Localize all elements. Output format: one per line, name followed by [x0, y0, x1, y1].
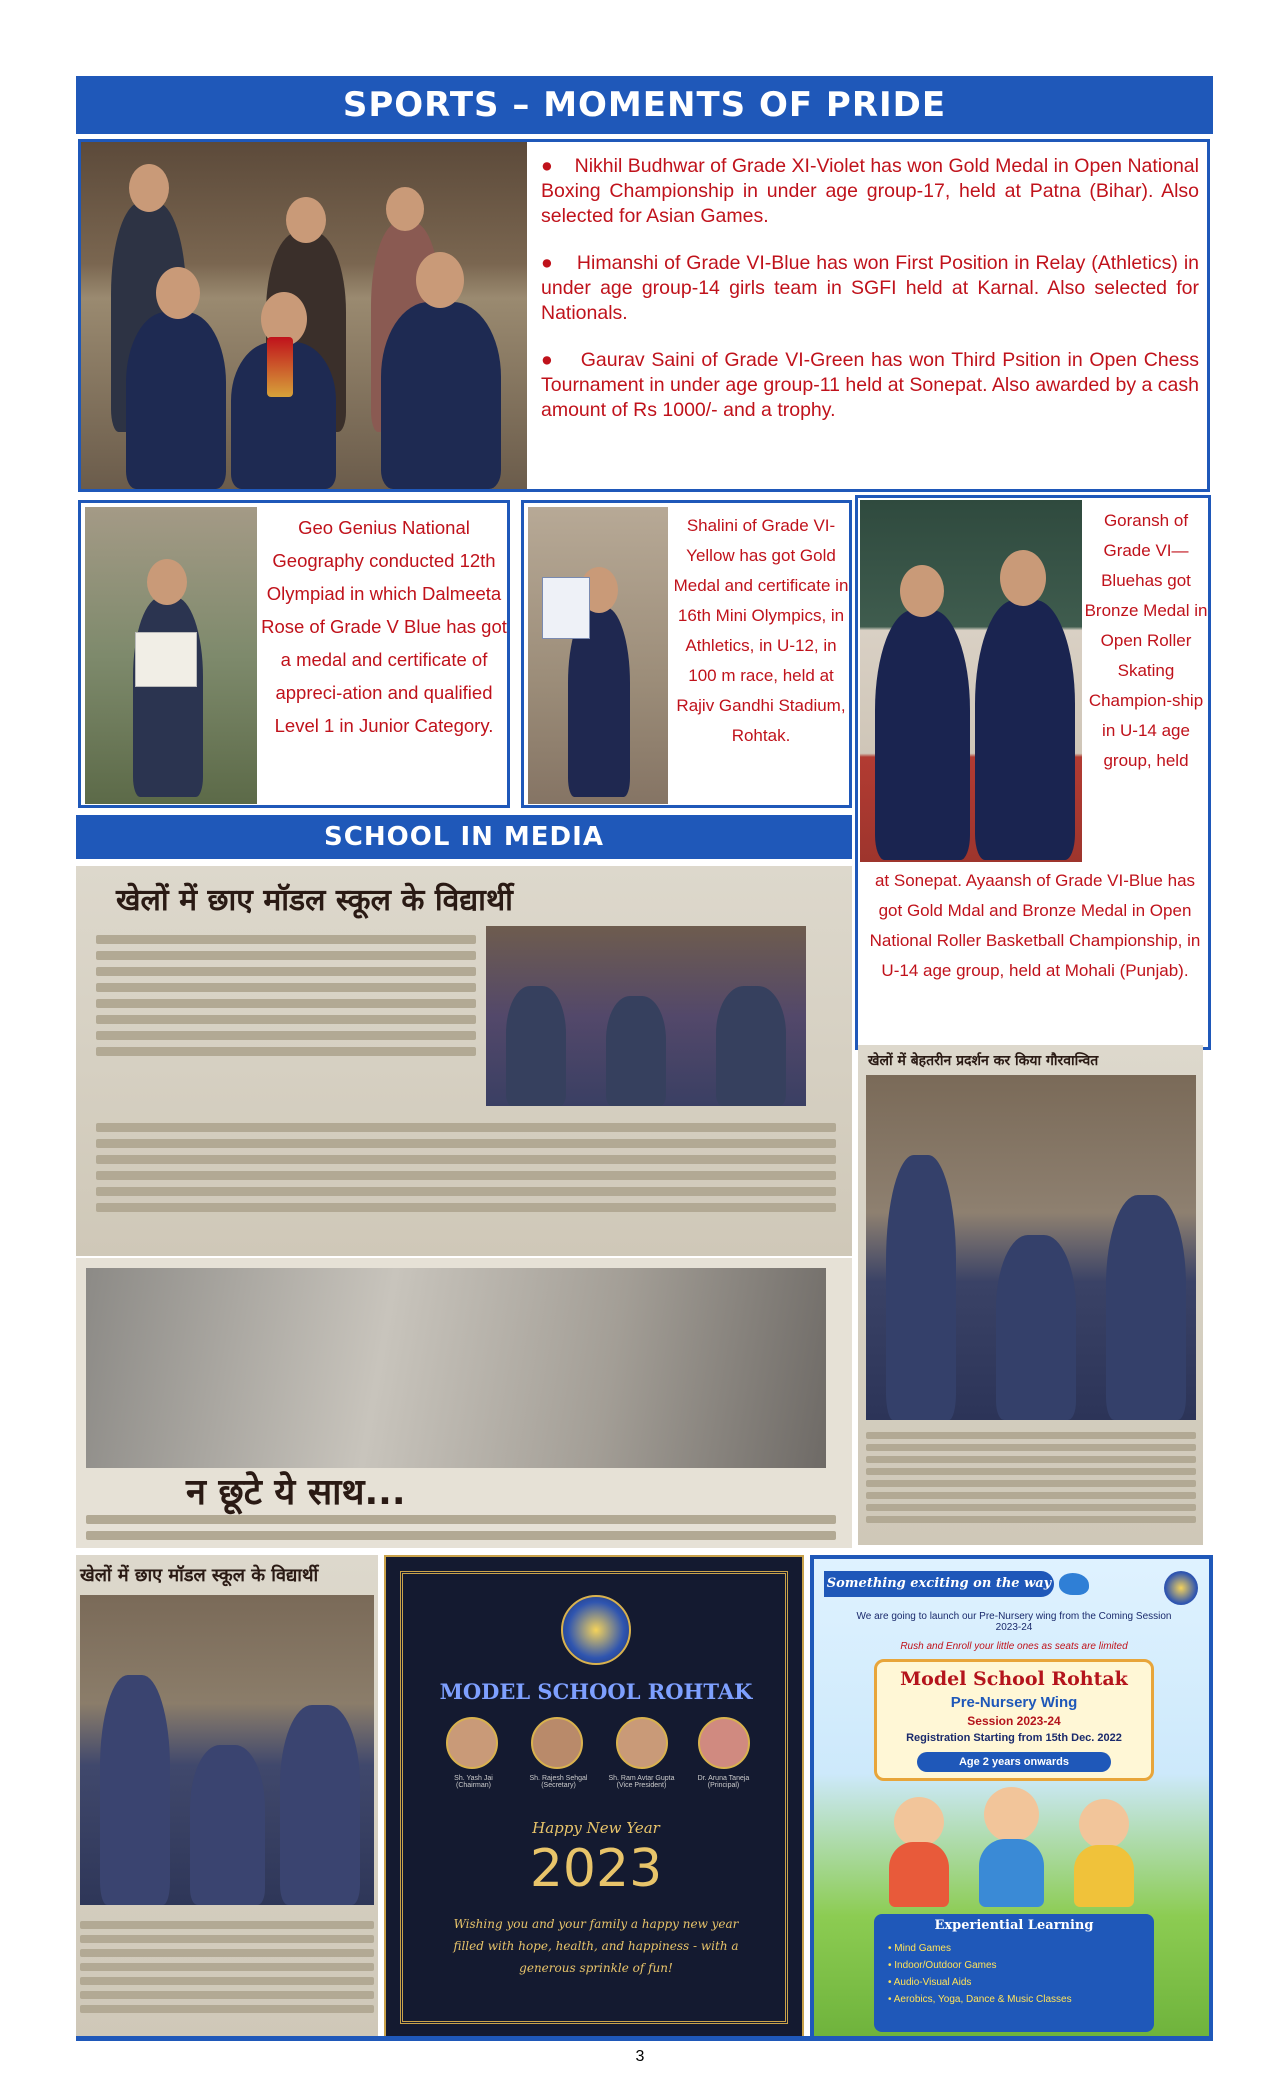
- bottom-rule: [76, 2036, 1213, 2041]
- poster-info-card: Model School Rohtak Pre-Nursery Wing Session 2023-24 Registration Starting from 15th Dec. 2022 Age 2 years onwards: [874, 1659, 1154, 1781]
- poster-people: Sh. Yash Jai (Chairman) Sh. Rajesh Sehgal (Secretary) Sh. Ram Avtar Gupta (Vice President) Dr. Aruna Taneja (Principal): [436, 1717, 756, 1807]
- bullet-icon: ●: [541, 155, 575, 177]
- kids-illustration: [874, 1787, 1154, 1907]
- bullet-icon: ●: [541, 349, 581, 371]
- poster-school-name: MODEL SCHOOL ROHTAK: [439, 1679, 753, 1704]
- poster-greeting: Happy New Year: [532, 1819, 660, 1837]
- clipping-headline: खेलों में बेहतरीन प्रदर्शन कर किया गौरवान्वित: [868, 1053, 1099, 1069]
- section-banner-sports: [76, 76, 1213, 134]
- poster-learning-box: Experiential Learning • Mind Games • Indoor/Outdoor Games • Audio-Visual Aids • Aerobics, Yoga, Dance & Music Classes: [874, 1914, 1154, 2032]
- newspaper-clipping: [76, 1258, 852, 1548]
- goransh-caption-wide: at Sonepat. Ayaansh of Grade VI-Blue has got Gold Mdal and Bronze Medal in Open National Roller Basketball Championship, in U-14 age group, held at Mohali (Punjab).: [869, 871, 1201, 980]
- bullet-icon: ●: [541, 252, 577, 274]
- goransh-caption-narrow: Goransh of Grade VI—Bluehas got Bronze Medal in Open Roller Skating Champion-ship in U-14 age group, held: [1084, 511, 1208, 770]
- clipping-headline: न छूटे ये साथ...: [186, 1472, 406, 1513]
- clipping-photo: [86, 1268, 826, 1468]
- section-banner-media: [76, 815, 852, 859]
- trophy-icon: [267, 337, 293, 397]
- clipping-photo: [486, 926, 806, 1106]
- poster-intro: We are going to launch our Pre-Nursery wing from the Coming Session 2023-24: [856, 1611, 1172, 1633]
- clipping-photo: [80, 1595, 374, 1905]
- poster-message: Wishing you and your family a happy new year filled with hope, health, and happiness - with a generous sprinkle of fun!: [453, 1917, 739, 1975]
- achievement-item: ● Himanshi of Grade VI-Blue has won First Position in Relay (Athletics) in under age group-14 girls team in SGFI held at Karnal. Also selected for Nationals.: [541, 252, 1199, 324]
- clipping-photo: [866, 1075, 1196, 1420]
- list-item: • Mind Games: [888, 1943, 951, 1954]
- clipping-headline: खेलों में छाए मॉडल स्कूल के विद्यार्थी: [80, 1565, 319, 1586]
- bird-icon: [1059, 1573, 1089, 1595]
- media-title: SCHOOL IN MEDIA: [324, 822, 604, 852]
- achievement-item: ● Nikhil Budhwar of Grade XI-Violet has won Gold Medal in Open National Boxing Championship in under age group-17, held at Patna (Bihar). Also selected for Asian Games.: [541, 155, 1199, 227]
- school-logo-icon: [1164, 1571, 1198, 1605]
- new-year-poster: [384, 1555, 804, 2040]
- page-title: SPORTS – MOMENTS OF PRIDE: [342, 85, 947, 125]
- newspaper-clipping: [858, 1045, 1203, 1545]
- student-photo: [528, 507, 668, 804]
- student-photo: [85, 507, 257, 804]
- newspaper-clipping: [76, 866, 852, 1256]
- team-photo: [81, 142, 527, 489]
- geo-genius-box: [78, 500, 510, 808]
- achievement-item: ● Gaurav Saini of Grade VI-Green has won Third Psition in Open Chess Tournament in under age group-11 held at Sonepat. Also awarded by a cash amount of Rs 1000/- and a trophy.: [541, 349, 1199, 421]
- geo-caption: Geo Genius National Geography conducted 12th Olympiad in which Dalmeeta Rose of Grade V Blue has got a medal and certificate of appreci-ation and qualified Level 1 in Junior Category.: [261, 517, 507, 736]
- list-item: • Audio-Visual Aids: [888, 1977, 972, 1988]
- shalini-box: [521, 500, 852, 808]
- shalini-caption: Shalini of Grade VI-Yellow has got Gold Medal and certificate in 16th Mini Olympics, in Athletics, in U-12, in 100 m race, held at Rajiv Gandhi Stadium, Rohtak.: [673, 516, 849, 745]
- achievements-list: [541, 154, 1199, 445]
- poster-year: 2023: [529, 1839, 663, 1899]
- poster-banner: Something exciting on the way: [824, 1571, 1054, 1597]
- students-photo: [860, 500, 1082, 862]
- school-logo-icon: [561, 1595, 631, 1665]
- pre-nursery-poster: [810, 1555, 1213, 2040]
- clipping-headline: खेलों में छाए मॉडल स्कूल के विद्यार्थी: [116, 883, 513, 918]
- newspaper-clipping: [76, 1555, 378, 2040]
- goransh-box: [855, 495, 1211, 1050]
- page-number: 3: [635, 2048, 645, 2065]
- list-item: • Indoor/Outdoor Games: [888, 1960, 997, 1971]
- poster-rush: Rush and Enroll your little ones as seats are limited: [900, 1641, 1128, 1652]
- list-item: • Aerobics, Yoga, Dance & Music Classes: [888, 1994, 1072, 2005]
- top-achievements-box: [78, 139, 1210, 492]
